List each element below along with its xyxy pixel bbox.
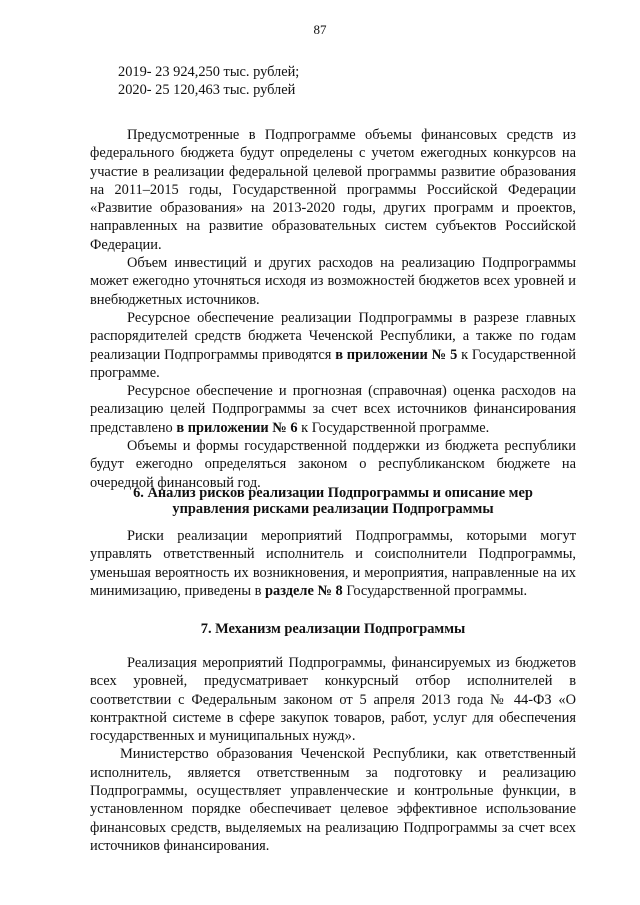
paragraph-resource-provision: Ресурсное обеспечение реализации Подпрограммы в разрезе главных распорядителей средств бюджета Чеченской Республики, а также по годам реализации Подпрограммы приводятся в приложении № 5 к Государственной программе. xyxy=(90,309,576,381)
paragraph-forecast-estimate: Ресурсное обеспечение и прогнозная (справочная) оценка расходов на реализацию целей Подпрограммы за счет всех источников финансирования представлено в приложении № 6 к Государственной программе. xyxy=(90,383,576,436)
budget-lines xyxy=(118,63,558,100)
budget-line-2019: 2019- 23 924,250 тыс. рублей; xyxy=(118,64,300,80)
appendix-6-ref: в приложении № 6 xyxy=(176,419,298,436)
section-6-title: 6. Анализ рисков реализации Подпрограммы и описание мер управления рисками реализации Подпрограммы xyxy=(133,485,533,517)
paragraph-ministry: Министерство образования Чеченской Республики, как ответственный исполнитель, является ответственным за подготовку и реализацию Подпрограммы, осуществляет управленческие и контрольные функции, в установленном порядке обеспечивает целевое эффективное использование финансовых средств, выделяемых на реализацию Подпрограммы за счет всех источников финансирования. xyxy=(90,746,576,854)
section-7-title: 7. Механизм реализации Подпрограммы xyxy=(200,621,466,637)
paragraph-risks: Риски реализации мероприятий Подпрограммы, которыми могут управлять ответственный исполнитель и соисполнители Подпрограммы, уменьшая вероятность их возникновения, и мероприятия, направленные на их минимизацию, приведены в разделе № 8 Государственной программы. xyxy=(90,528,576,599)
funding-section xyxy=(90,126,576,492)
page-number: 87 xyxy=(313,22,327,37)
paragraph-federal-funds: Предусмотренные в Подпрограмме объемы финансовых средств из федерального бюджета будут определены с учетом ежегодных конкурсов на участие в реализации федеральной целевой программы развитие образования на 2011–2015 годы, Государственной программы Российской Федерации «Развитие образования» на 2013-2020 годы, других программ и проектов, направленных на развитие образовательных систем субъектов Российской Федерации. xyxy=(90,127,576,253)
section-7-body xyxy=(90,654,576,855)
section-8-ref: разделе № 8 xyxy=(265,582,343,599)
paragraph-implementation: Реализация мероприятий Подпрограммы, финансируемых из бюджетов всех уровней, предусматривает конкурсный отбор исполнителей в соответствии с Федеральным законом от 5 апреля 2013 года № 44-ФЗ «О контрактной системе в сфере закупок товаров, работ, услуг для обеспечения государственных и муниципальных нужд». xyxy=(90,655,576,745)
paragraph-investments: Объем инвестиций и других расходов на реализацию Подпрограммы может ежегодно уточняться исходя из возможностей бюджетов всех уровней и внебюджетных источников. xyxy=(90,255,576,308)
appendix-5-ref: в приложении № 5 xyxy=(335,346,458,363)
section-6-body xyxy=(90,527,576,600)
paragraph-state-support: Объемы и формы государственной поддержки из бюджета республики будут ежегодно определяться законом о республиканском бюджете на очередной финансовый год. xyxy=(90,438,576,491)
budget-line-2020: 2020- 25 120,463 тыс. рублей xyxy=(118,82,296,99)
